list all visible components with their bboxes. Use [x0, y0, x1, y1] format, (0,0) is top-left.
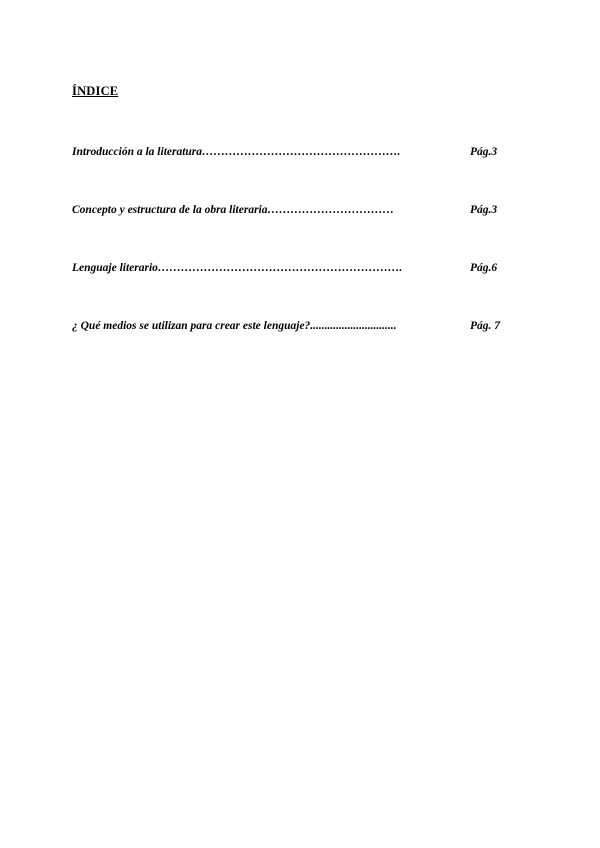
toc-entry-page: Pág.3: [470, 146, 498, 158]
toc-entry-text: Lenguaje literario……………………………………………………….: [72, 262, 403, 274]
toc-entry-text: ¿ Qué medios se utilizan para crear este lenguaje?..............................: [72, 320, 397, 332]
toc-entry-page: Pág.3: [470, 204, 498, 216]
toc-entry-page: Pág. 7: [470, 320, 501, 332]
toc-entry-page: Pág.6: [470, 262, 498, 274]
toc-entry-text: Introducción a la literatura…………………………………………….: [72, 146, 401, 158]
page-title: ÍNDICE: [72, 84, 119, 98]
toc-entry-text: Concepto y estructura de la obra literaria……………………………: [72, 204, 394, 216]
